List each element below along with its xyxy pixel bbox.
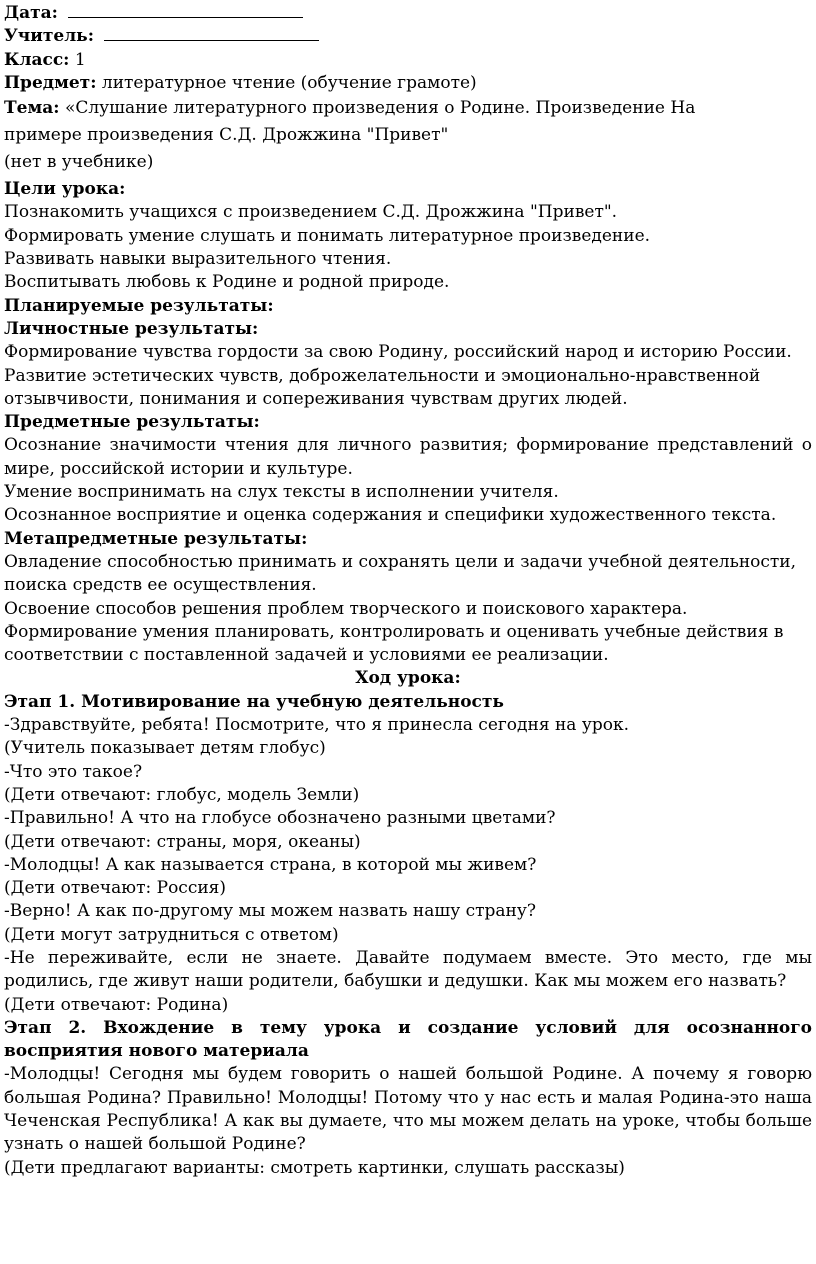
results-heading: Планируемые результаты: [4,295,274,316]
subject-result-item: Осознание значимости чтения для личного развития; формирование представлений о мире, российской истории и культуре. [4,435,812,479]
personal-results-heading: Личностные результаты: [4,318,259,339]
meta-result-item: Овладение способностью принимать и сохранять цели и задачи учебной деятельности, поиска средств ее осуществления. [4,551,797,596]
personal-result-item: Формирование чувства гордости за свою Родину, российский народ и историю России. [4,342,792,363]
personal-result-item: Развитие эстетических чувств, доброжелательности и эмоционально-нравственной отзывчивости, понимания и сопереживания чувствам других людей. [4,365,761,409]
stage1-heading: Этап 1. Мотивирование на учебную деятельность [4,691,504,712]
meta-results-heading: Метапредметные результаты: [4,528,308,549]
dialogue-line: -Верно! А как по-другому мы можем назвать нашу страну? [4,901,536,922]
goals-heading: Цели урока: [4,179,126,200]
meta-result-item: Формирование умения планировать, контролировать и оценивать учебные действия в соответствии с поставленной задачей и условиями ее реализации. [4,621,784,666]
topic-line-3: (нет в учебнике) [4,152,154,173]
dialogue-line: (Дети отвечают: Россия) [4,878,227,899]
goal-item: Познакомить учащихся с произведением С.Д. Дрожжина "Привет". [4,202,618,223]
meta-result-item: Освоение способов решения проблем творческого и поискового характера. [4,598,688,619]
subject-results-heading: Предметные результаты: [4,412,260,433]
subject-result-item: Умение воспринимать на слух тексты в исполнении учителя. [4,482,559,503]
dialogue-line: (Дети отвечают: Родина) [4,994,229,1015]
stage2-heading: Этап 2. Вхождение в тему урока и создание условий для осознанного восприятия нового материала [4,1017,812,1062]
teacher-blank-field[interactable] [104,26,319,41]
teacher-label: Учитель: [4,26,94,47]
subject-row [4,72,812,95]
class-label: Класс: [4,49,70,70]
topic-block [4,95,812,176]
dialogue-line: (Дети могут затрудниться с ответом) [4,924,339,945]
dialogue-line: -Что это такое? [4,761,143,782]
teacher-row [4,25,812,48]
subject-label: Предмет: [4,72,97,93]
goal-item: Воспитывать любовь к Родине и родной природе. [4,272,450,293]
dialogue-line: (Учитель показывает детям глобус) [4,738,326,759]
dialogue-line: -Правильно! А что на глобусе обозначено разными цветами? [4,808,556,829]
date-label: Дата: [4,3,58,23]
dialogue-line: (Дети предлагают варианты: смотреть картинки, слушать рассказы) [4,1157,625,1178]
class-row [4,49,812,72]
dialogue-line: -Молодцы! А как называется страна, в которой мы живем? [4,854,537,875]
subject-result-item: Осознанное восприятие и оценка содержания и специфики художественного текста. [4,505,777,526]
dialogue-line: -Здравствуйте, ребята! Посмотрите, что я принесла сегодня на урок. [4,715,629,736]
lesson-heading: Ход урока: [355,668,461,689]
topic-line-1: «Слушание литературного произведения о Родине. Произведение На [64,98,696,119]
goal-item: Формировать умение слушать и понимать литературное произведение. [4,225,651,246]
date-row [4,2,812,25]
dialogue-line: -Молодцы! Сегодня мы будем говорить о нашей большой Родине. А почему я говорю большая Родина? Правильно! Молодцы! Потому что у нас есть и малая Родина-это наша Чеченская Республика! А как вы думаете, что мы можем делать на уроке, чтобы больше узнать о нашей большой Родине? [4,1064,812,1155]
goal-item: Развивать навыки выразительного чтения. [4,249,392,270]
date-blank-field[interactable] [68,3,303,18]
dialogue-line: (Дети отвечают: страны, моря, океаны) [4,831,361,852]
topic-line-2: примере произведения С.Д. Дрожжина "Привет" [4,125,449,146]
dialogue-line: -Не переживайте, если не знаете. Давайте подумаем вместе. Это место, где мы родились, где живут наши родители, бабушки и дедушки. Как мы можем его назвать? [4,947,812,992]
class-value: 1 [74,49,86,70]
subject-value: литературное чтение (обучение грамоте) [101,72,477,93]
topic-label: Тема: [4,98,60,119]
dialogue-line: (Дети отвечают: глобус, модель Земли) [4,784,360,805]
